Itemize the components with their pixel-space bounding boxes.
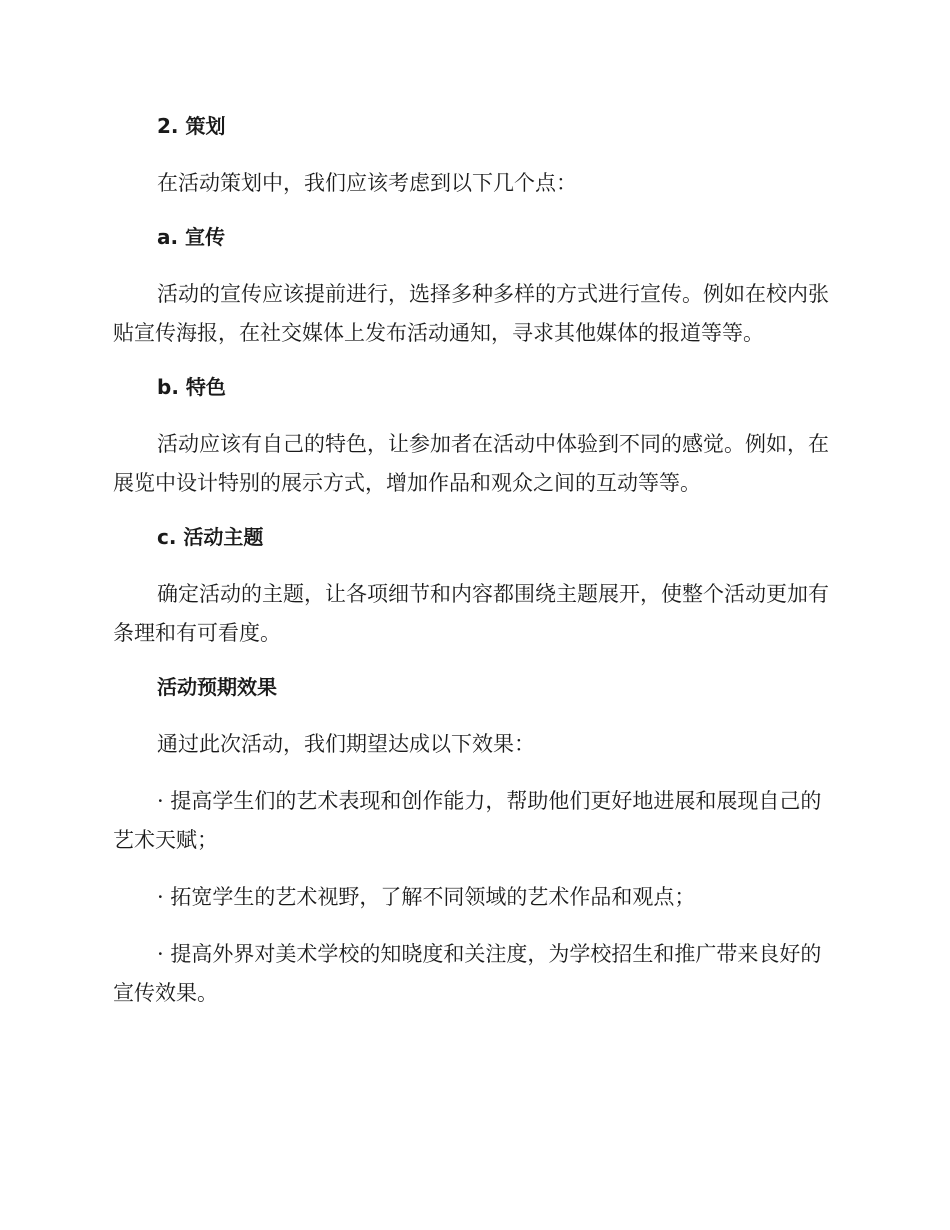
paragraph-theme: 确定活动的主题，让各项细节和内容都围绕主题展开，使整个活动更加有条理和有可看度。: [113, 582, 829, 645]
section-heading-expected-effects: 活动预期效果: [157, 675, 277, 699]
bullet-item-vision: · 拓宽学生的艺术视野，了解不同领域的艺术作品和观点；: [157, 885, 696, 909]
paragraph-planning-intro: 在活动策划中，我们应该考虑到以下几个点：: [157, 171, 577, 195]
document-page: [113, 110, 831, 1031]
paragraph-publicity: 活动的宣传应该提前进行，选择多种多样的方式进行宣传。例如在校内张贴宣传海报，在社交媒体上发布活动通知，寻求其他媒体的报道等等。: [113, 282, 829, 345]
paragraph-effects-intro: 通过此次活动，我们期望达成以下效果：: [157, 732, 535, 756]
section-heading-features: b. 特色: [157, 375, 226, 399]
bullet-item-awareness: · 提高外界对美术学校的知晓度和关注度，为学校招生和推广带来良好的宣传效果。: [113, 942, 822, 1005]
section-heading-planning: 2. 策划: [157, 114, 226, 138]
paragraph-features: 活动应该有自己的特色，让参加者在活动中体验到不同的感觉。例如，在展览中设计特别的展示方式，增加作品和观众之间的互动等等。: [113, 432, 829, 495]
section-heading-publicity: a. 宣传: [157, 225, 226, 249]
section-heading-theme: c. 活动主题: [157, 525, 264, 549]
bullet-item-ability: · 提高学生们的艺术表现和创作能力，帮助他们更好地进展和展现自己的艺术天赋；: [113, 789, 822, 852]
